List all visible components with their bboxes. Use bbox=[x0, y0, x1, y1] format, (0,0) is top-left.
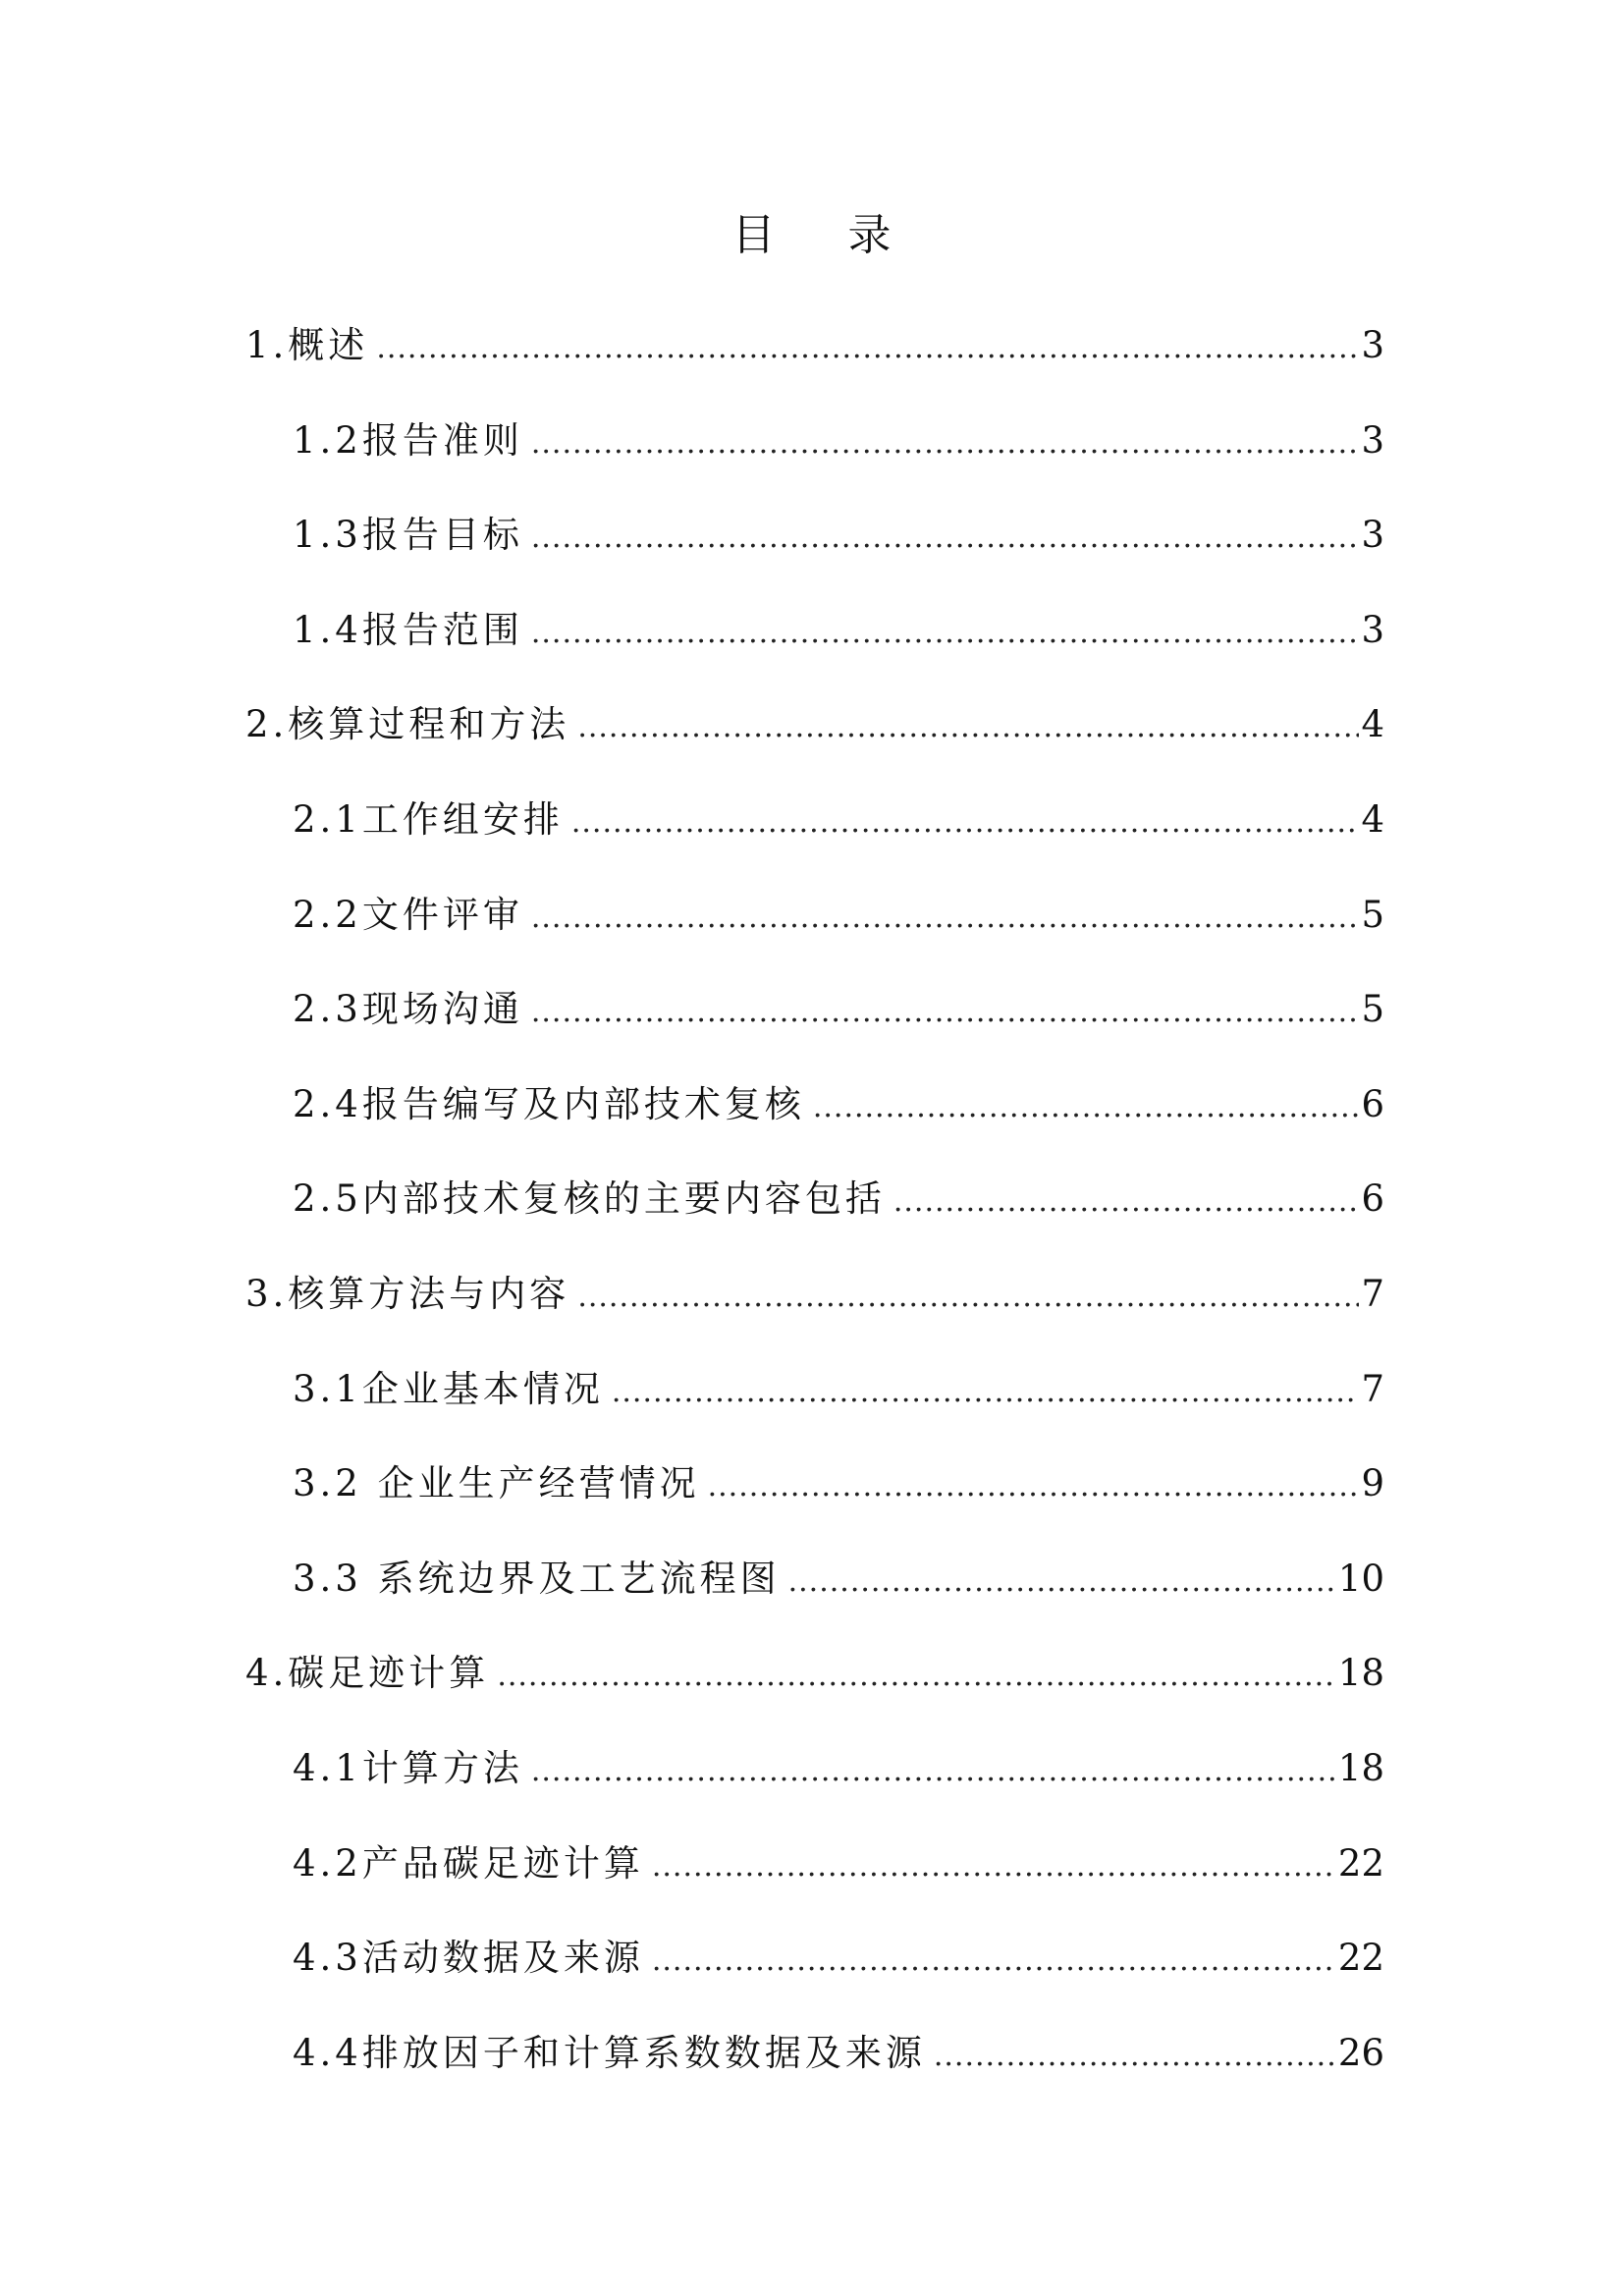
toc-leader-dots bbox=[612, 1363, 1360, 1422]
toc-entry-label: 2.核算过程和方法 bbox=[245, 703, 570, 746]
toc-entry-label: 4.3活动数据及来源 bbox=[293, 1937, 644, 1980]
toc-entry-label: 4.1计算方法 bbox=[293, 1746, 523, 1789]
toc-entry[interactable] bbox=[245, 1739, 1384, 1834]
toc-leader-dots bbox=[497, 1647, 1336, 1706]
toc-entry[interactable] bbox=[245, 791, 1384, 886]
toc-leader-dots bbox=[652, 1932, 1336, 1991]
toc-entry-label: 2.5内部技术复核的主要内容包括 bbox=[293, 1177, 886, 1221]
toc-entry[interactable] bbox=[245, 1550, 1384, 1645]
toc-leader-dots bbox=[531, 983, 1360, 1042]
toc-entry[interactable] bbox=[245, 1834, 1384, 1930]
toc-leader-dots bbox=[708, 1457, 1360, 1516]
toc-entry-label: 1.概述 bbox=[245, 324, 369, 366]
toc-leader-dots bbox=[531, 509, 1360, 568]
toc-leader-dots bbox=[788, 1553, 1336, 1612]
toc-leader-dots bbox=[571, 793, 1360, 852]
toc-entry-label: 1.2报告准则 bbox=[293, 418, 523, 462]
toc-entry-label: 3.1企业基本情况 bbox=[293, 1367, 604, 1410]
toc-page-number: 3 bbox=[1361, 324, 1384, 366]
toc-entry-label: 1.4报告范围 bbox=[293, 608, 523, 651]
toc-entry[interactable] bbox=[245, 1075, 1384, 1171]
toc-leader-dots bbox=[577, 1268, 1359, 1327]
toc-entry-label: 4.4排放因子和计算系数数据及来源 bbox=[293, 2031, 926, 2074]
toc-page-number: 6 bbox=[1361, 1177, 1384, 1221]
toc-entry[interactable] bbox=[245, 316, 1384, 411]
toc-entry[interactable] bbox=[245, 695, 1384, 791]
toc-entry-label: 1.3报告目标 bbox=[293, 514, 523, 557]
toc-entry-label: 2.2文件评审 bbox=[293, 893, 523, 936]
toc-entry-label: 4.2产品碳足迹计算 bbox=[293, 1841, 644, 1885]
toc-page-number: 4 bbox=[1361, 703, 1384, 746]
toc-page-number: 22 bbox=[1337, 1937, 1384, 1980]
toc-page-number: 22 bbox=[1337, 1841, 1384, 1885]
toc-entry[interactable] bbox=[245, 886, 1384, 981]
toc-page-number: 18 bbox=[1337, 1746, 1384, 1789]
toc-entry[interactable] bbox=[245, 2024, 1384, 2119]
toc-page-number: 10 bbox=[1337, 1557, 1384, 1600]
toc-page-number: 7 bbox=[1361, 1272, 1384, 1315]
toc-page-number: 4 bbox=[1361, 797, 1384, 841]
toc-page-number: 5 bbox=[1361, 893, 1384, 936]
toc-entry-label: 4.碳足迹计算 bbox=[245, 1652, 490, 1695]
toc-page-number: 3 bbox=[1361, 514, 1384, 557]
toc-leader-dots bbox=[531, 414, 1360, 473]
toc-page-number: 5 bbox=[1361, 988, 1384, 1031]
toc-page-number: 18 bbox=[1337, 1652, 1384, 1695]
toc-page-number: 26 bbox=[1337, 2031, 1384, 2074]
toc-leader-dots bbox=[577, 698, 1359, 757]
toc-entry[interactable] bbox=[245, 1454, 1384, 1550]
toc-entry-label: 3.2 企业生产经营情况 bbox=[293, 1462, 700, 1505]
toc-entry[interactable] bbox=[245, 411, 1384, 507]
toc-leader-dots bbox=[652, 1837, 1336, 1896]
toc-page-number: 7 bbox=[1361, 1367, 1384, 1410]
toc-entry-label: 3.核算方法与内容 bbox=[245, 1272, 570, 1315]
toc-entry[interactable] bbox=[245, 980, 1384, 1075]
toc-entry-label: 2.1工作组安排 bbox=[293, 797, 564, 841]
toc-entry[interactable] bbox=[245, 1644, 1384, 1739]
toc-leader-dots bbox=[376, 319, 1359, 378]
toc-leader-dots bbox=[531, 1742, 1336, 1801]
toc-leader-dots bbox=[531, 604, 1360, 663]
table-of-contents bbox=[245, 316, 1384, 2118]
toc-entry-label: 2.3现场沟通 bbox=[293, 988, 523, 1031]
toc-entry[interactable] bbox=[245, 506, 1384, 601]
toc-page-number: 6 bbox=[1361, 1082, 1384, 1125]
toc-entry[interactable] bbox=[245, 1929, 1384, 2024]
toc-entry-label: 3.3 系统边界及工艺流程图 bbox=[293, 1557, 781, 1600]
toc-page-number: 9 bbox=[1361, 1462, 1384, 1505]
toc-page-number: 3 bbox=[1361, 418, 1384, 462]
toc-leader-dots bbox=[813, 1078, 1360, 1137]
toc-title: 目 录 bbox=[731, 210, 921, 260]
toc-leader-dots bbox=[531, 889, 1360, 948]
toc-leader-dots bbox=[893, 1173, 1360, 1231]
toc-entry-label: 2.4报告编写及内部技术复核 bbox=[293, 1082, 805, 1125]
toc-page-number: 3 bbox=[1361, 608, 1384, 651]
toc-entry[interactable] bbox=[245, 1170, 1384, 1265]
toc-entry[interactable] bbox=[245, 1360, 1384, 1455]
toc-entry[interactable] bbox=[245, 601, 1384, 696]
toc-leader-dots bbox=[934, 2027, 1336, 2086]
toc-entry[interactable] bbox=[245, 1265, 1384, 1360]
